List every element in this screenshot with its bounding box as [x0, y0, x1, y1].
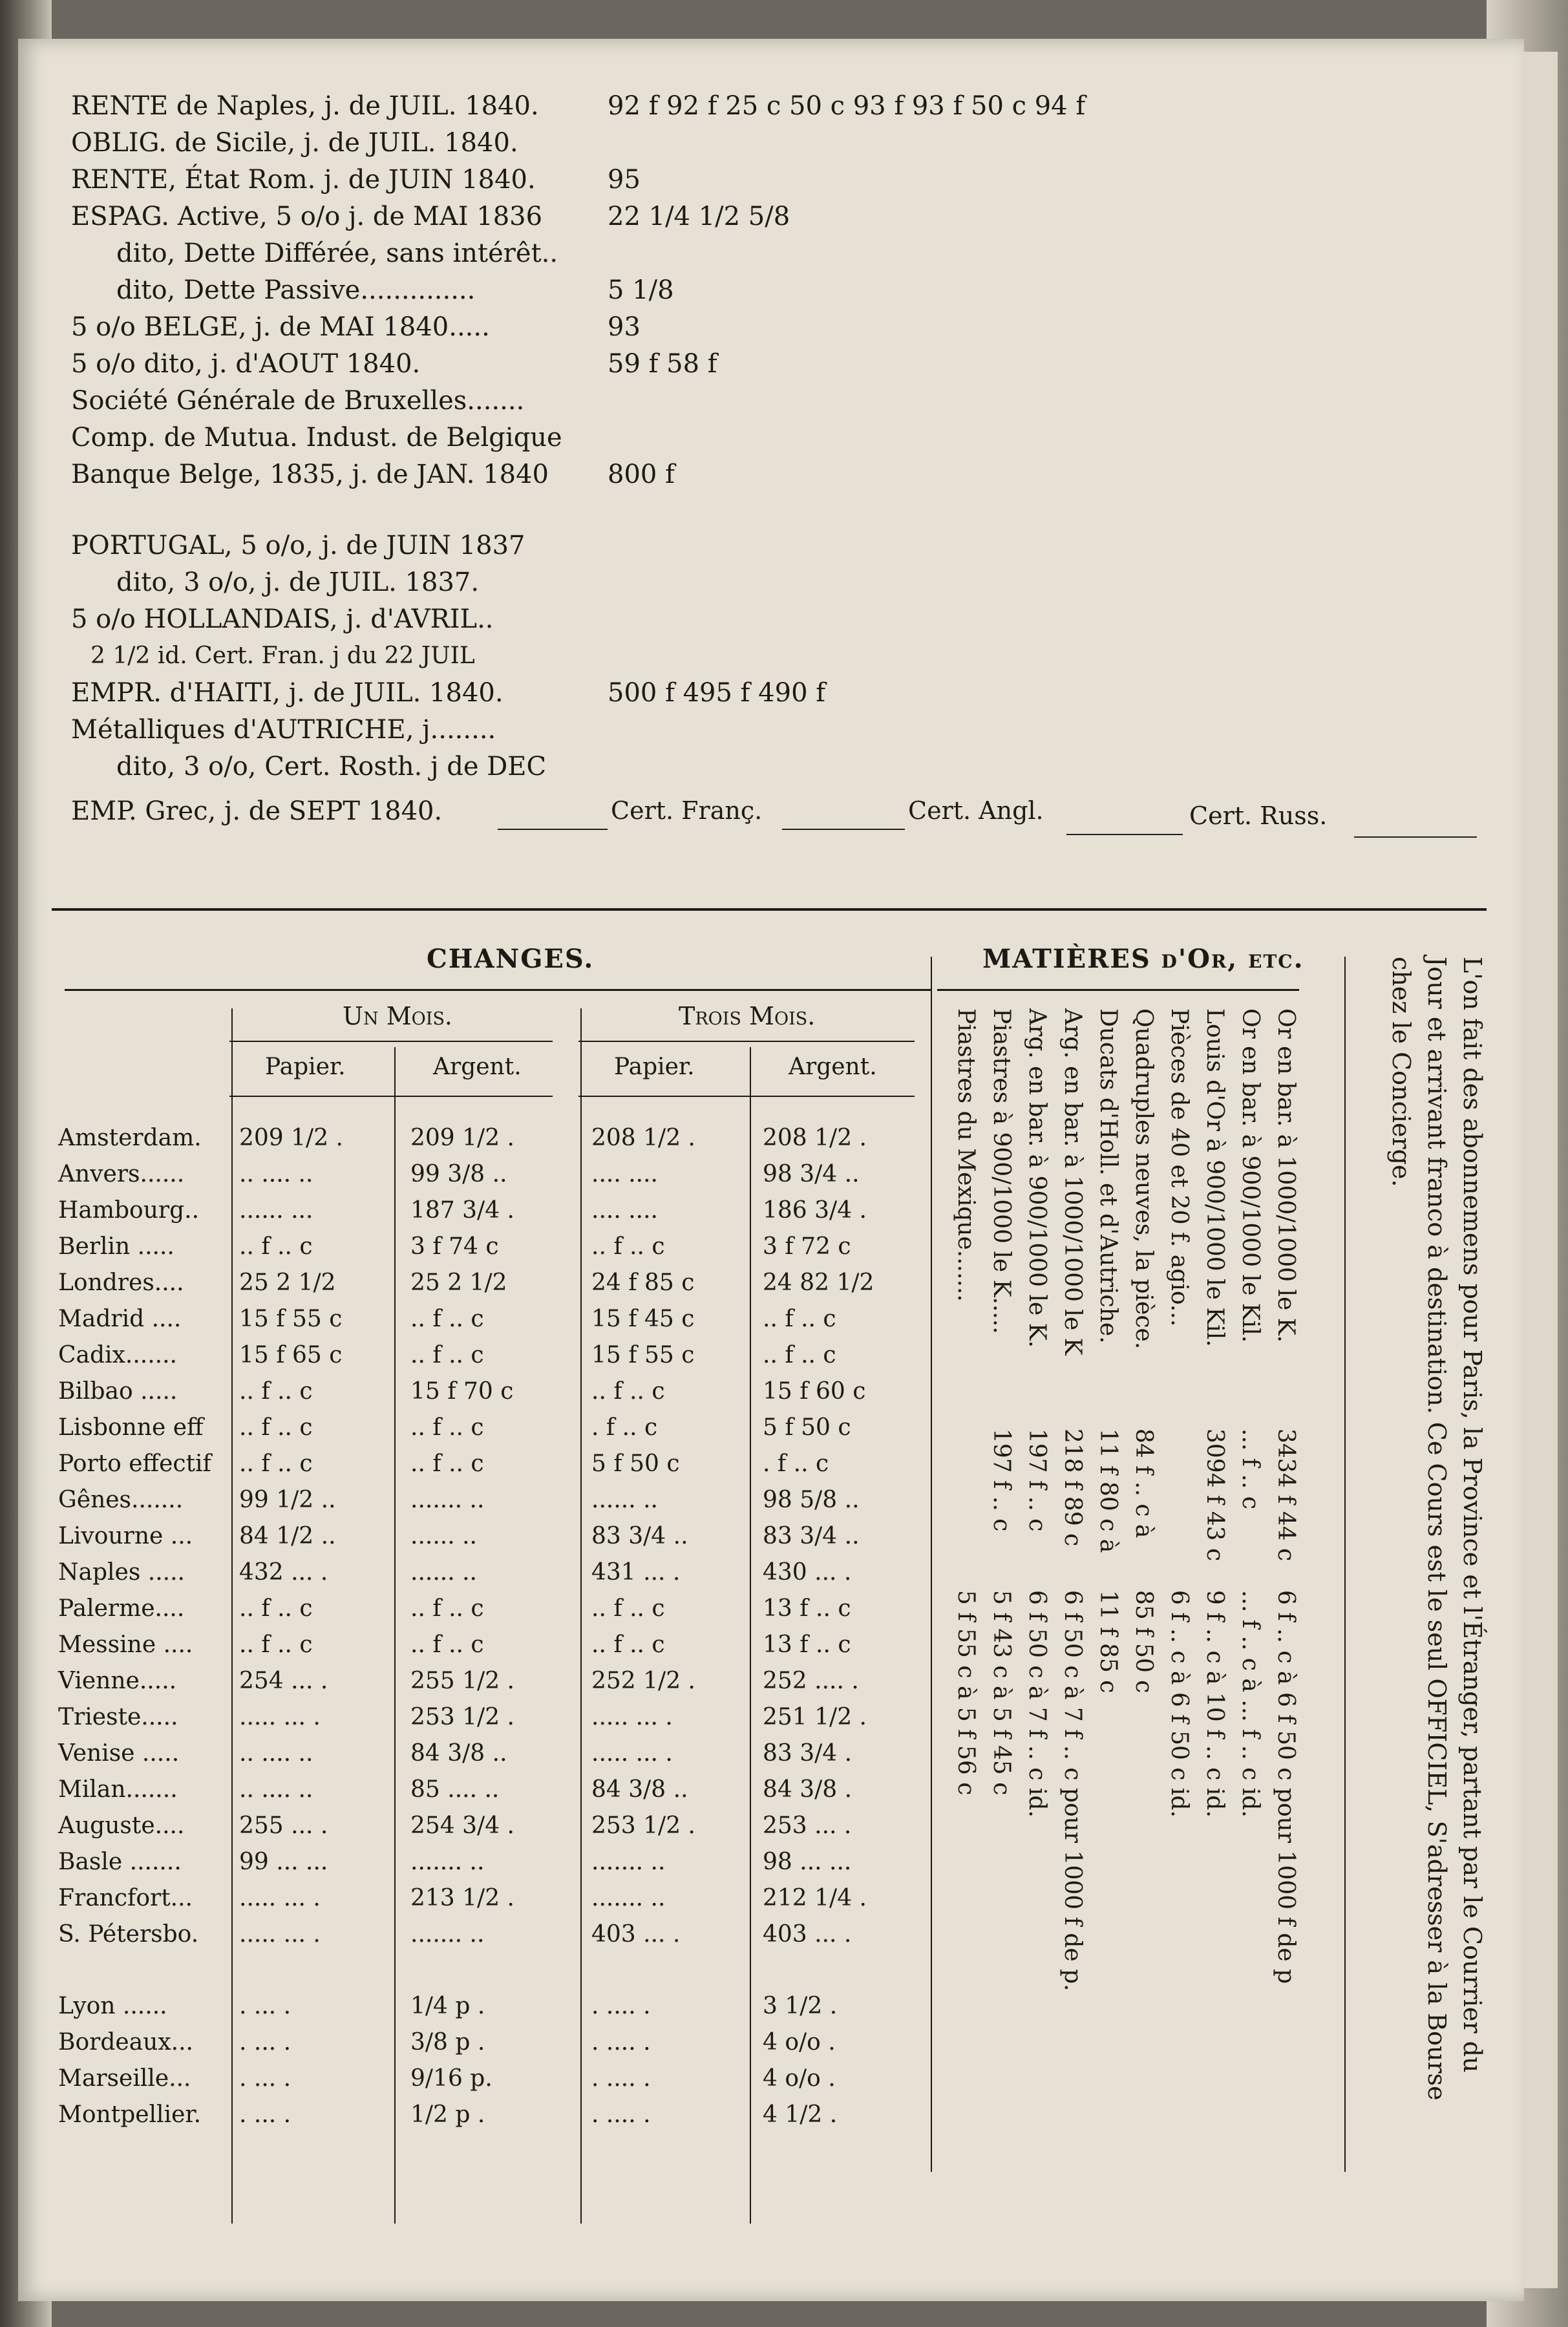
- cert-blank: [1354, 836, 1477, 838]
- table-rule: [937, 989, 1299, 991]
- changes-cell: ....... ..: [410, 1921, 485, 1948]
- changes-cell: 98 5/8 ..: [763, 1487, 860, 1513]
- changes-cell: . .... .: [591, 2065, 651, 2092]
- changes-cell: 15 f 65 c: [239, 1342, 343, 1368]
- changes-cell: 25 2 1/2: [239, 1270, 336, 1296]
- changes-city: Trieste.....: [58, 1704, 178, 1730]
- changes-cell: 9/16 p.: [410, 2065, 493, 2092]
- matiere-range: 5 f 43 c à 5 f 45 c: [988, 1590, 1015, 1796]
- changes-city: Lisbonne eff: [58, 1414, 204, 1441]
- un-mois-header: Un Mois.: [343, 1002, 453, 1030]
- changes-cell: 187 3/4 .: [410, 1197, 514, 1224]
- changes-cell: 213 1/2 .: [410, 1885, 514, 1911]
- changes-cell: 254 ... .: [239, 1668, 328, 1694]
- matiere-range: 9 f .. c à 10 f .. c id.: [1202, 1590, 1228, 1818]
- changes-city: Londres....: [58, 1270, 184, 1296]
- changes-city: Messine ....: [58, 1631, 193, 1658]
- matiere-item: Or en bar. à 1000/1000 le K.: [1273, 1008, 1299, 1343]
- changes-cell: .. f .. c: [239, 1450, 313, 1477]
- changes-city: Gênes.......: [58, 1487, 184, 1513]
- changes-city: Francfort...: [58, 1885, 193, 1911]
- changes-city: Berlin .....: [58, 1233, 175, 1260]
- changes-cell: 431 ... .: [591, 1559, 681, 1586]
- changes-cell: .. f .. c: [591, 1631, 665, 1658]
- matieres-rows: [924, 1008, 1312, 2185]
- notice-line: L'on fait des abonnemens pour Paris, la Province et l'Étranger, partant par le Courrier du: [1458, 957, 1487, 2073]
- changes-city: Marseille...: [58, 2065, 191, 2092]
- changes-city: Naples .....: [58, 1559, 185, 1586]
- changes-cell: . .... .: [591, 2029, 651, 2056]
- changes-cell: .... ....: [591, 1197, 658, 1224]
- matiere-value: 3094 f 43 c: [1202, 1429, 1228, 1562]
- changes-cell: .. .... ..: [239, 1161, 313, 1187]
- changes-cell: 212 1/4 .: [763, 1885, 867, 1911]
- changes-city: Basle .......: [58, 1849, 182, 1875]
- changes-cell: 255 1/2 .: [410, 1668, 514, 1694]
- changes-cell: ..... ... .: [239, 1885, 321, 1911]
- matiere-value: 218 f 89 c: [1059, 1429, 1086, 1547]
- changes-cell: .. f .. c: [763, 1342, 836, 1368]
- changes-cell: ....... ..: [410, 1849, 485, 1875]
- matiere-range: 5 f 55 c à 5 f 56 c: [953, 1590, 979, 1796]
- changes-cell: . .... .: [591, 1993, 651, 2019]
- changes-cell: 15 f 45 c: [591, 1306, 695, 1332]
- matiere-range: 6 f 50 c à 7 f .. c pour 1000 f de p.: [1059, 1590, 1086, 1992]
- changes-cell: 209 1/2 .: [410, 1125, 514, 1151]
- table-rule: [231, 1008, 233, 2224]
- changes-city: Milan.......: [58, 1776, 178, 1803]
- table-rule: [394, 1047, 396, 2224]
- changes-cell: ....... ..: [591, 1849, 666, 1875]
- changes-cell: ..... ... .: [591, 1704, 673, 1730]
- changes-cell: 186 3/4 .: [763, 1197, 867, 1224]
- changes-cell: 13 f .. c: [763, 1631, 851, 1658]
- changes-cell: 208 1/2 .: [591, 1125, 695, 1151]
- changes-cell: 85 .... ..: [410, 1776, 500, 1803]
- matiere-range: 11 f 85 c: [1095, 1590, 1121, 1694]
- matiere-range: 6 f 50 c à 7 f .. c id.: [1024, 1590, 1050, 1818]
- matiere-range: 6 f .. c à 6 f 50 c id.: [1166, 1590, 1192, 1818]
- changes-cell: .. f .. c: [410, 1342, 484, 1368]
- changes-cell: ...... ..: [410, 1559, 477, 1586]
- changes-cell: .. f .. c: [410, 1450, 484, 1477]
- changes-cell: 83 3/4 .: [763, 1740, 853, 1767]
- changes-cell: .. f .. c: [591, 1595, 665, 1622]
- changes-cell: 84 3/8 .: [763, 1776, 853, 1803]
- changes-cell: 403 ... .: [591, 1921, 681, 1948]
- changes-cell: 84 3/8 ..: [410, 1740, 507, 1767]
- matiere-item: Quadruples neuves, la pièce.: [1130, 1008, 1157, 1350]
- matiere-item: Piastres du Mexique.......: [953, 1008, 979, 1302]
- changes-cell: 3/8 p .: [410, 2029, 485, 2056]
- changes-city: Venise .....: [58, 1740, 180, 1767]
- changes-cell: 5 f 50 c: [763, 1414, 851, 1441]
- changes-cell: 3 f 74 c: [410, 1233, 499, 1260]
- changes-cell: .. .... ..: [239, 1740, 313, 1767]
- cert-russ-label: Cert. Russ.: [1189, 802, 1328, 830]
- notice-line: chez le Concierge.: [1387, 957, 1415, 1187]
- changes-cell: 83 3/4 ..: [591, 1523, 688, 1549]
- changes-cell: 99 ... ...: [239, 1849, 328, 1875]
- changes-cell: .. f .. c: [410, 1631, 484, 1658]
- changes-cell: .. f .. c: [410, 1306, 484, 1332]
- changes-city: S. Pétersbo.: [58, 1921, 199, 1948]
- changes-cell: ..... ... .: [591, 1740, 673, 1767]
- changes-cell: 15 f 55 c: [591, 1342, 695, 1368]
- matiere-value: ... f .. c: [1237, 1429, 1264, 1510]
- matiere-item: Pièces de 40 et 20 f. agio...: [1166, 1008, 1192, 1327]
- matieres-title: MATIÈRES d'Or, etc.: [982, 944, 1304, 974]
- changes-cell: . f .. c: [591, 1414, 658, 1441]
- emp-grec-label: EMP. Grec, j. de SEPT 1840.: [71, 796, 443, 826]
- changes-cell: 15 f 60 c: [763, 1378, 866, 1405]
- changes-cell: ..... ... .: [239, 1704, 321, 1730]
- column-rule: [1344, 957, 1346, 2172]
- changes-cell: 84 1/2 ..: [239, 1523, 336, 1549]
- matiere-item: Arg. en bar. à 1000/1000 le K: [1059, 1008, 1086, 1355]
- changes-cell: 99 3/8 ..: [410, 1161, 507, 1187]
- changes-cell: 25 2 1/2: [410, 1270, 507, 1296]
- changes-cell: 1/4 p .: [410, 1993, 485, 2019]
- changes-cell: 24 f 85 c: [591, 1270, 695, 1296]
- changes-city: Vienne.....: [58, 1668, 177, 1694]
- table-rule: [229, 1096, 553, 1097]
- changes-cell: 84 3/8 ..: [591, 1776, 688, 1803]
- trois-mois-header: Trois Mois.: [679, 1002, 816, 1030]
- changes-cell: 255 ... .: [239, 1812, 328, 1839]
- changes-cell: 98 ... ...: [763, 1849, 852, 1875]
- changes-cell: 254 3/4 .: [410, 1812, 514, 1839]
- argent-header: Argent.: [433, 1054, 522, 1080]
- changes-cell: 208 1/2 .: [763, 1125, 867, 1151]
- changes-cell: 251 1/2 .: [763, 1704, 867, 1730]
- changes-cell: ....... ..: [410, 1487, 485, 1513]
- changes-cell: ..... ... .: [239, 1921, 321, 1948]
- changes-cell: 3 f 72 c: [763, 1233, 851, 1260]
- matiere-item: Arg. en bar. à 900/1000 le K.: [1024, 1008, 1050, 1348]
- changes-cell: . ... .: [239, 1993, 291, 2019]
- changes-cell: ...... ..: [410, 1523, 477, 1549]
- matiere-item: Piastres à 900/1000 le K.....: [988, 1008, 1015, 1334]
- changes-cell: 209 1/2 .: [239, 1125, 343, 1151]
- changes-cell: .. .... ..: [239, 1776, 313, 1803]
- changes-cell: 24 82 1/2: [763, 1270, 874, 1296]
- cert-blank: [782, 829, 905, 830]
- cert-blank: [498, 829, 608, 830]
- changes-cell: . ... .: [239, 2101, 291, 2128]
- changes-cell: 403 ... .: [763, 1921, 852, 1948]
- changes-cell: 4 o/o .: [763, 2065, 836, 2092]
- changes-cell: .. f .. c: [239, 1631, 313, 1658]
- changes-cell: 4 o/o .: [763, 2029, 836, 2056]
- matiere-range: 85 f 50 c: [1130, 1590, 1157, 1694]
- changes-cell: 98 3/4 ..: [763, 1161, 860, 1187]
- table-rule: [65, 989, 931, 991]
- papier-header: Papier.: [265, 1054, 346, 1080]
- changes-cell: .... ....: [591, 1161, 658, 1187]
- changes-city: Cadix.......: [58, 1342, 177, 1368]
- changes-cell: .. f .. c: [239, 1595, 313, 1622]
- changes-cell: 252 1/2 .: [591, 1668, 695, 1694]
- changes-city: Auguste....: [58, 1812, 185, 1839]
- section-divider: [52, 908, 1487, 911]
- matiere-item: Or en bar. à 900/1000 le Kil.: [1237, 1008, 1264, 1343]
- changes-cell: .. f .. c: [410, 1414, 484, 1441]
- cert-blank: [1066, 834, 1183, 835]
- matiere-value: 3434 f 44 c: [1273, 1429, 1299, 1562]
- notice-line: Jour et arrivant franco à destination. Ce Cours est le seul OFFICIEL, S'adresser à la Bourse: [1423, 957, 1451, 2101]
- changes-city: Porto effectif: [58, 1450, 211, 1477]
- changes-cell: .. f .. c: [591, 1378, 665, 1405]
- changes-city: Montpellier.: [58, 2101, 202, 2128]
- cert-franc-label: Cert. Franç.: [611, 796, 763, 825]
- matiere-value: 84 f .. c à: [1130, 1429, 1157, 1538]
- changes-city: Bordeaux...: [58, 2029, 193, 2056]
- table-rule: [229, 1041, 553, 1042]
- matiere-value: 197 f .. c: [1024, 1429, 1050, 1532]
- changes-city: Lyon ......: [58, 1993, 167, 2019]
- changes-cell: .. f .. c: [591, 1233, 665, 1260]
- changes-cell: 83 3/4 ..: [763, 1523, 860, 1549]
- changes-cell: 253 1/2 .: [591, 1812, 695, 1839]
- matiere-item: Ducats d'Holl. et d'Autriche.: [1095, 1008, 1121, 1344]
- changes-city: Anvers......: [58, 1161, 185, 1187]
- table-rule: [580, 1008, 582, 2224]
- changes-cell: ...... ...: [239, 1197, 313, 1224]
- changes-cell: .. f .. c: [410, 1595, 484, 1622]
- changes-cell: 15 f 70 c: [410, 1378, 514, 1405]
- changes-city: Amsterdam.: [58, 1125, 202, 1151]
- matiere-value: 11 f 80 c à: [1095, 1429, 1121, 1553]
- changes-city: Bilbao .....: [58, 1378, 178, 1405]
- changes-cell: 252 .... .: [763, 1668, 859, 1694]
- changes-cell: 5 f 50 c: [591, 1450, 680, 1477]
- changes-cell: 430 ... .: [763, 1559, 852, 1586]
- changes-cell: .. f .. c: [239, 1414, 313, 1441]
- changes-cell: ....... ..: [591, 1885, 666, 1911]
- cert-angl-label: Cert. Angl.: [908, 796, 1044, 825]
- matiere-range: ... f .. c à ... f .. c id.: [1237, 1590, 1264, 1818]
- changes-cell: . .... .: [591, 2101, 651, 2128]
- changes-city: Palerme....: [58, 1595, 185, 1622]
- changes-cell: . ... .: [239, 2065, 291, 2092]
- matiere-value: 197 f .. c: [988, 1429, 1015, 1532]
- changes-cell: 1/2 p .: [410, 2101, 485, 2128]
- changes-city: Madrid ....: [58, 1306, 182, 1332]
- changes-cell: . f .. c: [763, 1450, 829, 1477]
- matiere-range: 6 f .. c à 6 f 50 c pour 1000 f de p: [1273, 1590, 1299, 1984]
- table-rule: [578, 1096, 915, 1097]
- matieres-section: [924, 931, 1312, 2191]
- changes-cell: 253 1/2 .: [410, 1704, 514, 1730]
- changes-cell: 15 f 55 c: [239, 1306, 343, 1332]
- changes-cell: ...... ..: [591, 1487, 658, 1513]
- changes-cell: 432 ... .: [239, 1559, 328, 1586]
- papier-header: Papier.: [614, 1054, 695, 1080]
- changes-cell: 13 f .. c: [763, 1595, 851, 1622]
- table-rule: [578, 1041, 915, 1042]
- changes-cell: .. f .. c: [763, 1306, 836, 1332]
- changes-cell: .. f .. c: [239, 1233, 313, 1260]
- changes-cell: .. f .. c: [239, 1378, 313, 1405]
- changes-cell: 253 ... .: [763, 1812, 852, 1839]
- changes-cell: 4 1/2 .: [763, 2101, 838, 2128]
- changes-cell: . ... .: [239, 2029, 291, 2056]
- table-rule: [750, 1047, 751, 2224]
- changes-cell: 99 1/2 ..: [239, 1487, 336, 1513]
- changes-city: Hambourg..: [58, 1197, 200, 1224]
- changes-city: Livourne ...: [58, 1523, 193, 1549]
- matiere-item: Louis d'Or à 900/1000 le Kil.: [1202, 1008, 1228, 1347]
- argent-header: Argent.: [789, 1054, 877, 1080]
- changes-title: CHANGES.: [427, 944, 595, 974]
- changes-cell: 3 1/2 .: [763, 1993, 838, 2019]
